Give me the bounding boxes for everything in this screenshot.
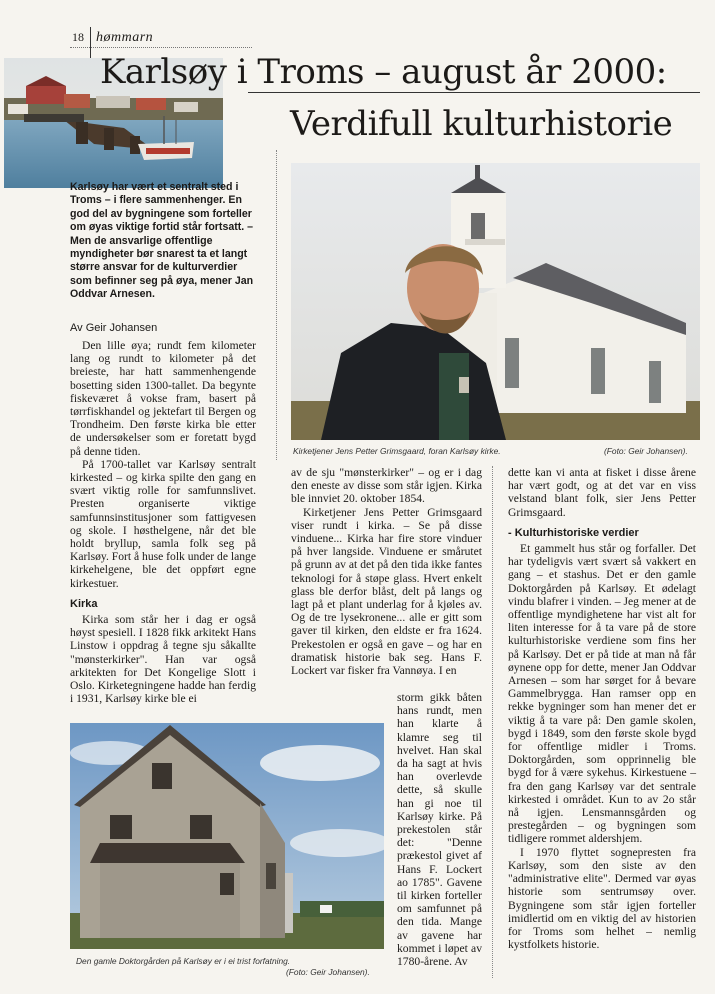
doktorgarden-photo [70,723,384,949]
doktorgarden-photo-graphic [70,723,384,949]
paragraph: På 1700-tallet var Karlsøy sentralt kirkested – og kirka spilte den gang en svært viktig rolle for samfunnslivet. Presten organiserte viktige samfunnsinstitusjoner som fattigvesen og skole. I høsthelgene, når det ble holdt bryllup, samla folk seg på Karlsøy. Fort å huse folk under de lange kirkehelgene, ble det oppført egne kirkestuer. [70,457,256,590]
magazine-name: hømmarn [96,30,154,45]
photo-credit-doktorgarden: (Foto: Geir Johansen). [286,967,370,977]
photo-caption-church: Kirketjener Jens Petter Grimsgaard, foran Karlsøy kirke. [293,446,501,456]
byline: Av Geir Johansen [70,322,158,334]
paragraph: Den lille øya; rundt fem kilometer lang og rundt to kilometer på det breieste, har hatt sammenhengende bosetting siden 1300-tallet. Da begynte fiskeværet å vokse fram, basert på tørrfiskhandel og jektefart til Bergen og Trondheim. Den første kirka ble etter de undersøkelser som er foretatt bygd på denne tiden. [70,339,256,458]
paragraph: av de sju "mønsterkirker" – og er i dag den eneste av disse som står igjen. Kirka ble innviet 20. oktober 1854. [291,466,482,506]
column-2-continued [397,691,482,968]
paragraph: storm gikk båten hans rundt, men han klarte å klamre seg til hvelvet. Han skal da ha sagt at hvis han overlevde dette, så skulle han gi noe til Karlsøy kirke. På prekestolen står det: "Denne prækestol givet af Hans F. Lockert ao 1785". Gavene til kirken forteller om samfunnet på den tida. Mange av gavene har kommet i løpet av 1780-årene. Av [397,691,482,969]
column-2 [291,466,482,677]
paragraph: Kirka som står her i dag er også høyst spesiell. I 1828 fikk arkitekt Hans Linstow i oppdrag å tegne sju såkallte "mønsterkirker". Han var også arkitekten for Det Kongelige Slott i Oslo. Kirketegningene hadde han ferdig i 1931, Karlsøy kirke ble ei [70,613,256,706]
article-title-line-2: Verdifull kulturhistorie [290,104,673,144]
photo-credit-church: (Foto: Geir Johansen). [604,446,688,456]
photo-caption-doktorgarden: Den gamle Doktorgården på Karlsøy er i ei trist forfatning. [76,956,291,966]
column-3 [508,466,696,951]
lead-paragraph: Karlsøy har vært et sentralt sted i Troms – i flere sammenhenger. En god del av bygningene som forteller om øyas viktige fortid står fortsatt. – Men de ansvarlige offentlige myndigheter bør snarest ta et langt større ansvar for de kulturverdier som befinner seg på øya, mener Jan Oddvar Arnesen. [70,181,254,301]
page-number: 18 [72,30,84,44]
paragraph: Et gammelt hus står og forfaller. Det har tydeligvis vært svært så vakkert en gang – et stashus. Det er den gamle Doktorgården på Karlsøy. Et ødelagt vindu blafrer i vinden. – Jeg mener at de offentlige myndighetene har vist alt for liten interesse for å ta vare på de store kulturhistoriske verdiene som fins her på Karlsøy. Det er på tide at man nå får øynene opp for dette, mener Jan Oddvar Arnesen – som har sørget for å bevare Gammelbrygga. Han ramser opp en rekke bygninger som han mener det er viktig å ta vare på: Den gamle skolen, bygd i 1849, som den første skole bygd for offentlige midler i Troms. Doktorgården, som opprinnelig ble bygd for å være sykehus. Kirkestuene – fra den gang Karlsøy var det sentrale kirkested i området. Kun to av 2o står nå igjen. Lensmannsgården og prestegården – og bygningen som tidligere rommet aldershjem. [508,542,696,846]
paragraph: Kirketjener Jens Petter Grimsgaard viser rundt i kirka. – Se på disse vinduene... Kirka har fire store vinduer på hver langside. Vinduene er smårutet på grunn av at det på den tida ikke fantes teknologi for å støpe glass. Hvert enkelt glass ble derfor blåst, delt på langs og lagt på et plant underlag for å kjøles av. Og de tre lysekronene... alle er gitt som gaver til kirken, den eldste er fra 1624. Prekestolen er også en gave – og har en dramatisk historie bak seg. Hans F. Lockert var fisker fra Vannøya. I en [291,505,482,678]
paragraph: I 1970 flyttet sognepresten fra Karlsøy, som den siste av den "administrative elite". Dermed var øyas historie som sentrumsøy over. Bygningene som står igjen forteller imidlertid om en viktig del av historien for Troms som helhet – nemlig kystfolkets historie. [508,845,696,952]
church-photo [291,163,700,440]
title-rule [248,92,700,93]
column-divider [276,150,277,460]
subheading-kirka: Kirka [70,597,98,610]
column-divider [492,466,493,978]
church-photo-graphic [291,163,700,440]
subheading-kulturhistoriske-verdier: - Kulturhistoriske verdier [508,526,639,539]
header-dotted-rule [70,47,252,48]
paragraph: dette kan vi anta at fisket i disse årene har vært godt, og at det var en viss velstand blant folk, sier Jens Petter Grimsgaard. [508,466,696,519]
column-1 [70,339,256,705]
article-title-line-1: Karlsøy i Troms – august år 2000: [100,52,667,92]
